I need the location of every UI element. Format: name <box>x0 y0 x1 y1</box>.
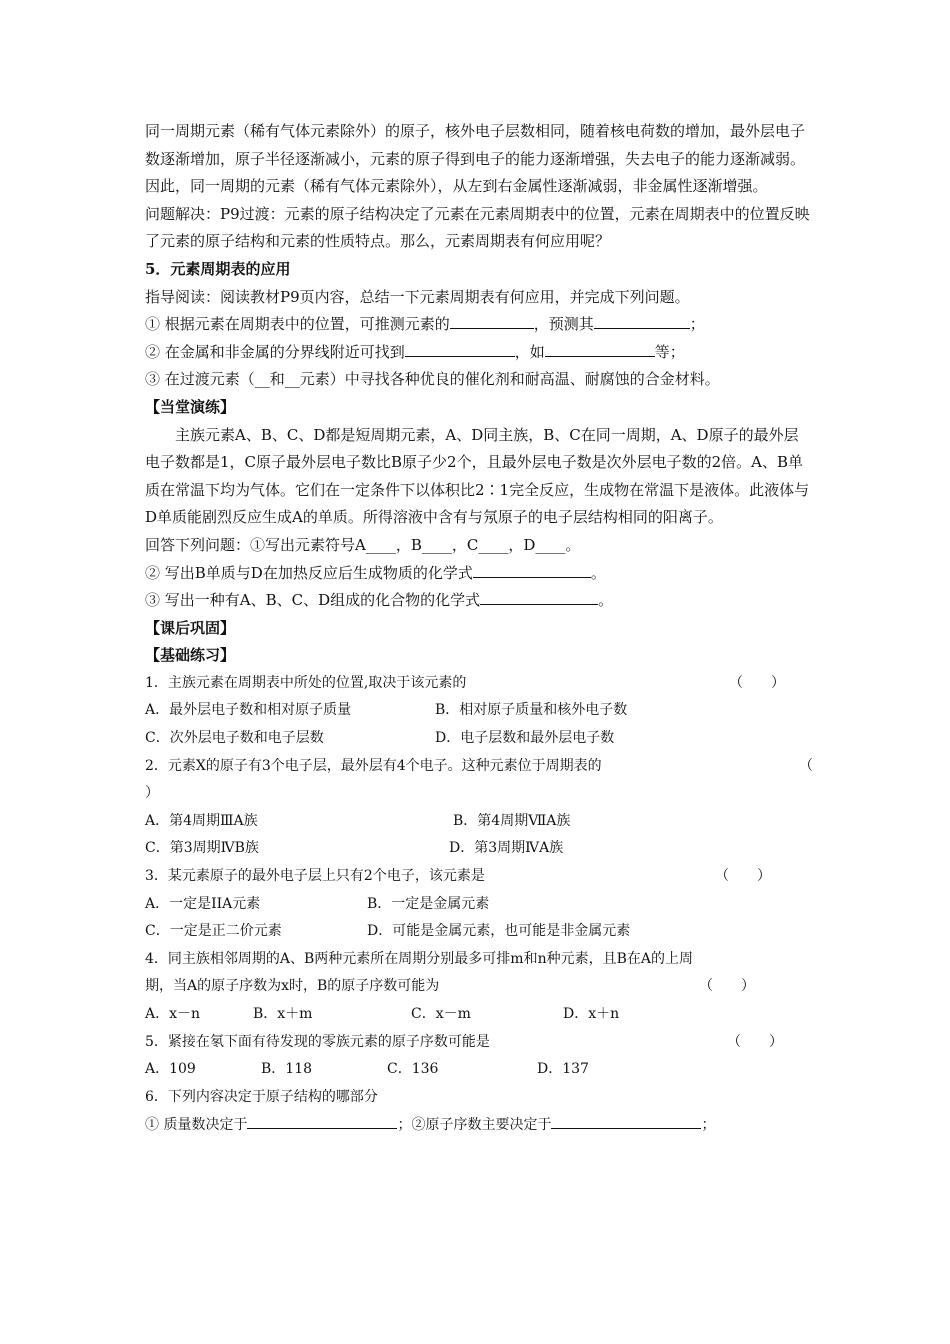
question-1-stem: 1．主族元素在周期表中所处的位置,取决于该元素的 （ ） <box>145 670 813 698</box>
question-2-options-ab <box>145 808 813 836</box>
option-a[interactable]: A．最外层电子数和相对原子质量 <box>145 702 352 719</box>
answer-blank[interactable] <box>450 311 534 329</box>
problem-paragraph: 问题解决：P9过渡：元素的原子结构决定了元素在元素周期表中的位置，元素在周期表中的位置反映了元素的原子结构和元素的性质特点。那么，元素周期表有何应用呢？ <box>145 204 810 251</box>
question-2-stem: 2．元素X的原子有3个电子层，最外层有4个电子。这种元素位于周期表的 （ <box>145 753 813 781</box>
question-3-stem: 3．某元素原子的最外电子层上只有2个电子，该元素是 （ ） <box>145 863 813 891</box>
answer-paren[interactable]: （ ） <box>715 868 771 885</box>
option-c[interactable]: C．136 <box>387 1061 439 1078</box>
option-a[interactable]: A．一定是IIA元素 <box>145 895 261 912</box>
answer-paren[interactable]: （ ） <box>727 1033 783 1050</box>
option-a[interactable]: A．第4周期ⅢA族 <box>145 812 258 829</box>
section5-heading: 5．元素周期表的应用 <box>145 259 291 278</box>
answer-blank[interactable] <box>480 587 598 605</box>
option-c[interactable]: C．次外层电子数和电子层数 <box>145 730 324 747</box>
practice-heading: 【当堂演练】 <box>145 397 236 416</box>
option-a[interactable]: A．x－n <box>145 1006 201 1022</box>
practice-q3: ③ 写出一种有A、B、C、D组成的化合物的化学式 。 <box>145 587 813 615</box>
question-3-options-cd <box>145 918 813 946</box>
practice-q2: ② 写出B单质与D在加热反应后生成物质的化学式 。 <box>145 560 813 588</box>
intro-paragraph: 同一周期元素（稀有气体元素除外）的原子，核外电子层数相同，随着核电荷数的增加，最外层电子数逐渐增加，原子半径逐渐减小，元素的原子得到电子的能力逐渐增强，失去电子的能力逐渐减弱。因此，同一周期的元素（稀有气体元素除外），从左到右金属性逐渐减弱，非金属性逐渐增强。 <box>145 122 806 196</box>
question-6-stem: 6．下列内容决定于原子结构的哪部分 <box>145 1088 378 1105</box>
worksheet-page <box>145 118 813 1139</box>
option-b[interactable]: B．第4周期ⅦA族 <box>453 812 571 829</box>
option-c[interactable]: C．x－m <box>411 1006 471 1022</box>
option-b[interactable]: B．x＋m <box>253 1006 313 1022</box>
answer-blank[interactable] <box>473 560 591 578</box>
question-2-paren-close: ） <box>145 785 159 802</box>
practice-paragraph: 主族元素A、B、C、D都是短周期元素，A、D同主族，B、C在同一周期，A、D原子的最外层电子数都是1，C原子最外层电子数比B原子少2个，且最外层电子数是次外层电子数的2倍。A、B单质在常温下均为气体。它们在一定条件下以体积比2∶1完全反应，生成物在常温下是液体。此液体与D单质能剧烈反应生成A的单质。所得溶液中含有与氖原子的电子层结构相同的阳离子。 <box>145 425 810 527</box>
question-1-options-ab <box>145 697 813 725</box>
option-d[interactable]: D．第3周期ⅣA族 <box>449 840 564 857</box>
question-6-blanks: ① 质量数决定于 ；②原子序数主要决定于 ； <box>145 1111 813 1139</box>
practice-q1: 回答下列问题：①写出元素符号A____，B____，C____，D____。 <box>145 535 581 554</box>
answer-blank[interactable] <box>594 311 690 329</box>
option-d[interactable]: D．137 <box>537 1061 589 1078</box>
section5-item3: ③ 在过渡元素（__和__元素）中寻找各种优良的催化剂和耐高温、耐腐蚀的合金材料。 <box>145 370 720 389</box>
question-1-options-cd <box>145 725 813 753</box>
answer-blank[interactable] <box>545 339 655 357</box>
option-a[interactable]: A．109 <box>145 1061 196 1078</box>
question-5-stem: 5．紧接在氡下面有待发现的零族元素的原子序数可能是 （ ） <box>145 1029 813 1057</box>
question-4-options <box>145 1001 813 1029</box>
option-d[interactable]: D．电子层数和最外层电子数 <box>435 730 615 747</box>
option-c[interactable]: C．第3周期ⅣB族 <box>145 840 259 857</box>
section5-guide: 指导阅读：阅读教材P9页内容，总结一下元素周期表有何应用，并完成下列问题。 <box>145 287 690 306</box>
answer-blank[interactable] <box>247 1111 397 1129</box>
option-d[interactable]: D．可能是金属元素，也可能是非金属元素 <box>367 923 631 940</box>
answer-blank[interactable] <box>551 1111 701 1129</box>
option-d[interactable]: D．x＋n <box>563 1006 620 1022</box>
question-5-options <box>145 1056 813 1084</box>
answer-blank[interactable] <box>405 339 515 357</box>
basic-practice-heading: 【基础练习】 <box>145 646 236 665</box>
question-3-options-ab <box>145 891 813 919</box>
answer-paren[interactable]: （ ） <box>699 978 755 995</box>
section5-item2: ② 在金属和非金属的分界线附近可找到 ，如 等； <box>145 339 813 367</box>
answer-paren[interactable]: （ ） <box>729 674 785 691</box>
question-4-stem-2: 期，当A的原子序数为x时，B的原子序数可能为 （ ） <box>145 973 813 1001</box>
option-b[interactable]: B．118 <box>261 1061 313 1078</box>
option-c[interactable]: C．一定是正二价元素 <box>145 923 282 940</box>
section5-item1: ① 根据元素在周期表中的位置，可推测元素的 ，预测其 ； <box>145 311 813 339</box>
question-4-stem-1: 4．同主族相邻周期的A、B两种元素所在周期分别最多可排m和n种元素，且B在A的上周 <box>145 950 693 967</box>
answer-paren-open[interactable]: （ <box>799 757 813 774</box>
option-b[interactable]: B．一定是金属元素 <box>367 895 490 912</box>
option-b[interactable]: B．相对原子质量和核外电子数 <box>435 702 628 719</box>
question-2-options-cd <box>145 835 813 863</box>
after-class-heading: 【课后巩固】 <box>145 618 236 637</box>
